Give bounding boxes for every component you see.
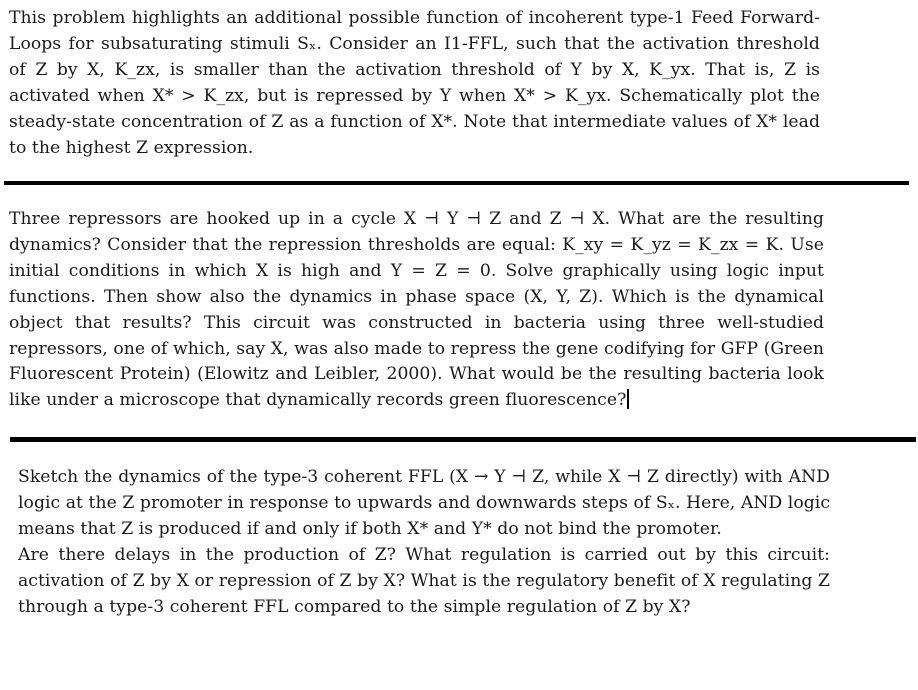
- problem-1: [9, 6, 820, 161]
- problem-3-text-part-2: Are there delays in the production of Z? What regulation is carried out by this circuit: activation of Z by X or repression of Z by X? What is the regulatory benefit of X regulating Z through a type-3 coherent FFL compared to the simple regulation of Z by X?: [18, 544, 830, 617]
- section-divider: [10, 437, 916, 442]
- problem-2-text: Three repressors are hooked up in a cycle X ⊣ Y ⊣ Z and Z ⊣ X. What are the resulting dynamics? Consider that the repression thresholds are equal: K_xy = K_yz = K_zx = K. Use initial conditions in which X is high and Y = Z = 0. Solve graphically using logic input functions. Then show also the dynamics in phase space (X, Y, Z). Which is the dynamical object that results? This circuit was constructed in bacteria using three well-studied repressors, one of which, say X, was also made to repress the gene codifying for GFP (Green Fluorescent Protein) (Elowitz and Leibler, 2000). What would be the resulting bacteria look like under a microscope that dynamically records green fluorescence?: [9, 209, 824, 411]
- section-divider: [4, 181, 909, 185]
- problem-3-text-part-1: Sketch the dynamics of the type-3 coherent FFL (X → Y ⊣ Z, while X ⊣ Z directly) with AND logic at the Z promoter in response to upwards and downwards steps of Sₓ. Here, AND logic means that Z is produced if and only if both X* and Y* do not bind the promoter.: [18, 467, 830, 539]
- problem-2: [9, 207, 824, 414]
- text-cursor: [627, 389, 629, 409]
- problem-1-text: This problem highlights an additional possible function of incoherent type-1 Feed Forward-Loops for subsaturating stimuli Sₓ. Consider an I1-FFL, such that the activation threshold of Z by X, K_zx, is smaller than the activation threshold of Y by X, K_yx. That is, Z is activated when X* > K_zx, but is repressed by Y when X* > K_yx. Schematically plot the steady-state concentration of Z as a function of X*. Note that intermediate values of X* lead to the highest Z expression.: [9, 8, 820, 158]
- problem-3: [18, 465, 830, 620]
